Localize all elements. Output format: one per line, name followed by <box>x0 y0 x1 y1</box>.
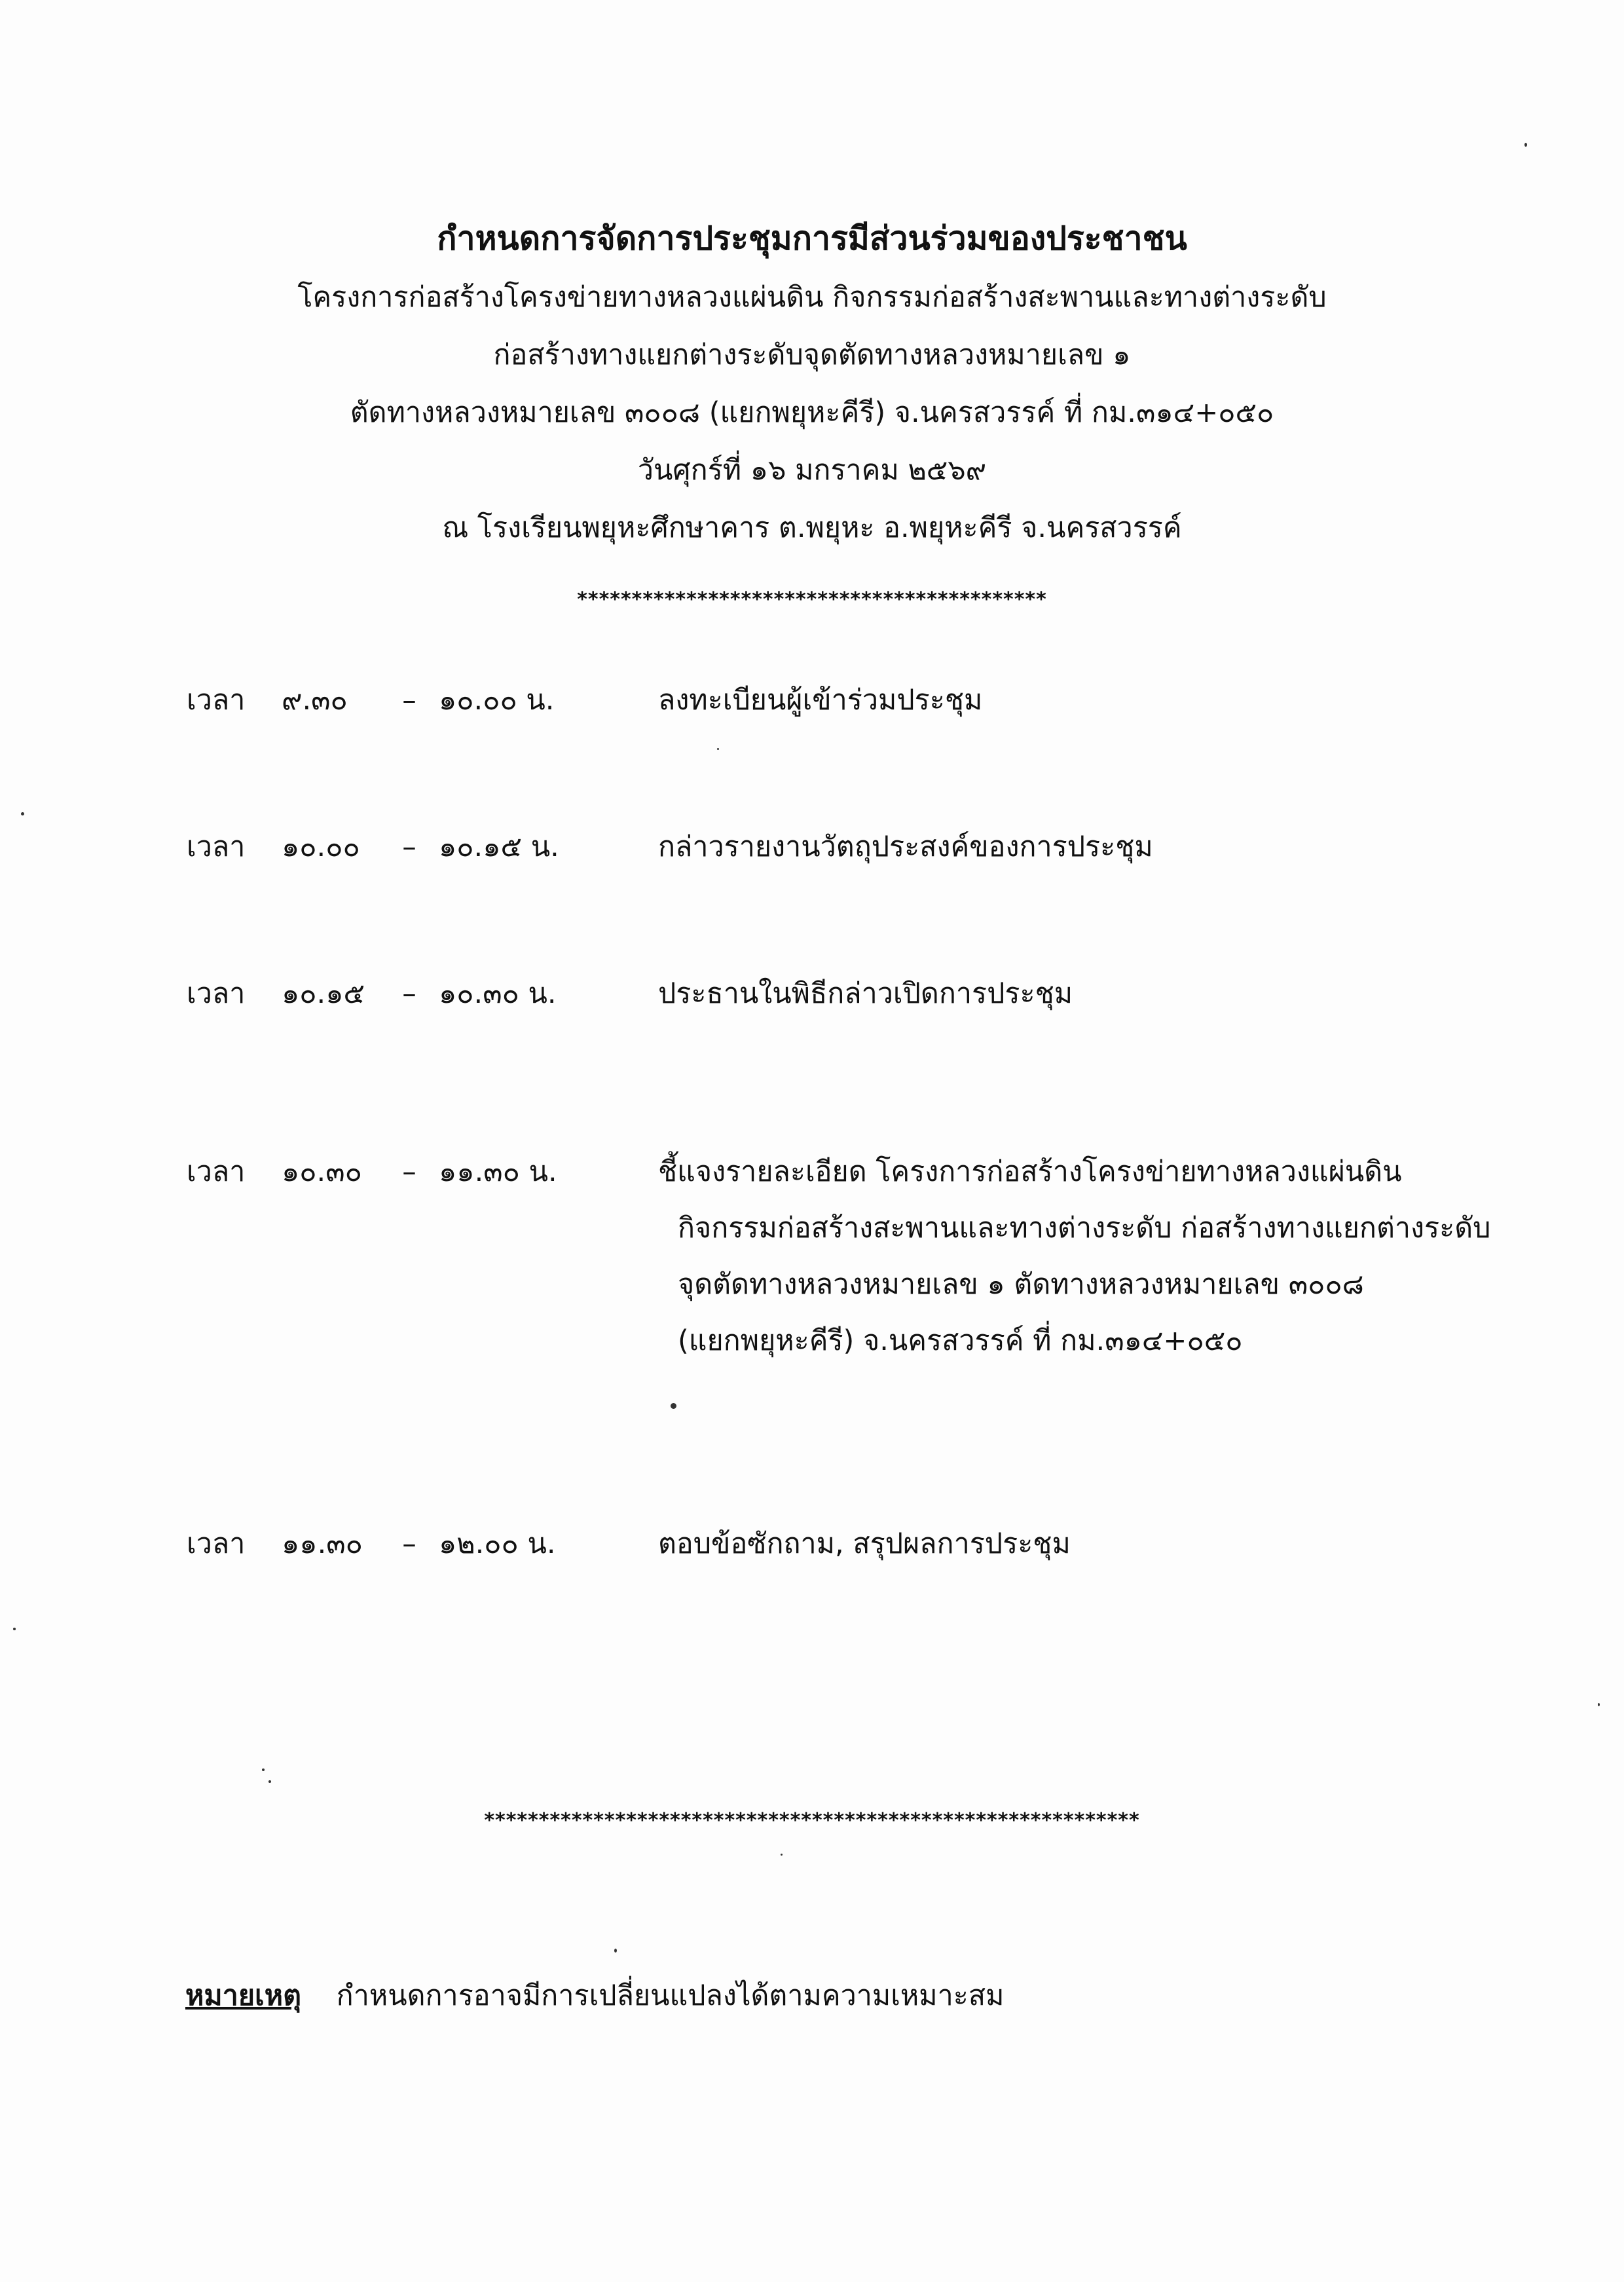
document-header <box>0 208 1624 557</box>
agenda-line: กล่าวรายงานวัตถุประสงค์ของการประชุม <box>658 831 1153 863</box>
meeting-date: วันศุกร์ที่ ๑๖ มกราคม ๒๕๖๙ <box>637 454 987 487</box>
agenda-description <box>658 1144 1490 1369</box>
start-time: ๑๐.๐๐ <box>282 831 360 863</box>
scan-speck <box>1524 143 1527 147</box>
remark-text: กำหนดการอาจมีการเปลี่ยนแปลงได้ตามความเหมาะสม <box>336 1979 1005 2012</box>
time-label: เวลา <box>187 1155 246 1188</box>
agenda-line: ลงทะเบียนผู้เข้าร่วมประชุม <box>658 684 983 717</box>
time-label: เวลา <box>187 684 246 717</box>
time-label: เวลา <box>187 977 246 1010</box>
remark <box>185 1968 1004 2024</box>
start-time: ๙.๓๐ <box>282 684 348 717</box>
agenda-line: จุดตัดทางหลวงหมายเลข ๑ ตัดทางหลวงหมายเลข ๓๐๐๘ <box>678 1268 1364 1301</box>
agenda-description <box>658 819 1490 875</box>
end-time: ๑๐.๑๕ น. <box>439 831 559 863</box>
scan-speck <box>781 1854 783 1856</box>
agenda-line: (แยกพยุหะคีรี) จ.นครสวรรค์ ที่ กม.๓๑๔+๐๕๐ <box>678 1324 1243 1357</box>
project-line: โครงการก่อสร้างโครงข่ายทางหลวงแผ่นดิน กิจกรรมก่อสร้างสะพานและทางต่างระดับ <box>297 281 1327 314</box>
remark-label: หมายเหตุ <box>185 1979 301 2012</box>
scan-speck <box>614 1949 617 1953</box>
end-time: ๑๒.๐๐ น. <box>439 1527 556 1560</box>
time-dash: – <box>402 1155 416 1188</box>
start-time: ๑๐.๓๐ <box>282 1155 362 1188</box>
meeting-venue: ณ โรงเรียนพยุหะศึกษาคาร ต.พยุหะ อ.พยุหะคีรี จ.นครสวรรค์ <box>442 512 1182 544</box>
agenda-description <box>658 672 1490 728</box>
agenda-description <box>658 1516 1490 1572</box>
agenda-line: ตอบข้อซักถาม, สรุปผลการประชุม <box>658 1527 1071 1560</box>
time-dash: – <box>402 977 416 1010</box>
time-label: เวลา <box>187 831 246 863</box>
project-subline: ก่อสร้างทางแยกต่างระดับจุดตัดทางหลวงหมายเลข ๑ <box>493 339 1131 371</box>
scan-speck <box>268 1780 271 1783</box>
scan-speck <box>717 748 719 750</box>
start-time: ๑๑.๓๐ <box>282 1527 363 1560</box>
scan-speck <box>1598 1703 1600 1706</box>
separator-bottom: ************************************************************ <box>484 1809 1140 1832</box>
agenda-line: ชี้แจงรายละเอียด โครงการก่อสร้างโครงข่ายทางหลวงแผ่นดิน <box>658 1155 1402 1188</box>
separator-top: ******************************************* <box>577 588 1047 611</box>
agenda-line: ประธานในพิธีกล่าวเปิดการประชุม <box>658 977 1073 1010</box>
agenda-line: กิจกรรมก่อสร้างสะพานและทางต่างระดับ ก่อสร้างทางแยกต่างระดับ <box>678 1212 1491 1244</box>
time-dash: – <box>402 1527 416 1560</box>
scan-speck <box>671 1403 676 1409</box>
time-dash: – <box>402 684 416 717</box>
scan-speck <box>262 1768 265 1771</box>
time-dash: – <box>402 831 416 863</box>
end-time: ๑๐.๐๐ น. <box>439 684 555 717</box>
end-time: ๑๑.๓๐ น. <box>439 1155 557 1188</box>
time-label: เวลา <box>187 1527 246 1560</box>
agenda-description <box>658 965 1490 1022</box>
end-time: ๑๐.๓๐ น. <box>439 977 557 1010</box>
document-title: กำหนดการจัดการประชุมการมีส่วนร่วมของประชาชน <box>437 219 1187 257</box>
location-highway-line: ตัดทางหลวงหมายเลข ๓๐๐๘ (แยกพยุหะคีรี) จ.นครสวรรค์ ที่ กม.๓๑๔+๐๕๐ <box>350 396 1274 429</box>
scan-speck <box>21 812 24 815</box>
scan-speck <box>13 1628 16 1630</box>
start-time: ๑๐.๑๕ <box>282 977 365 1010</box>
